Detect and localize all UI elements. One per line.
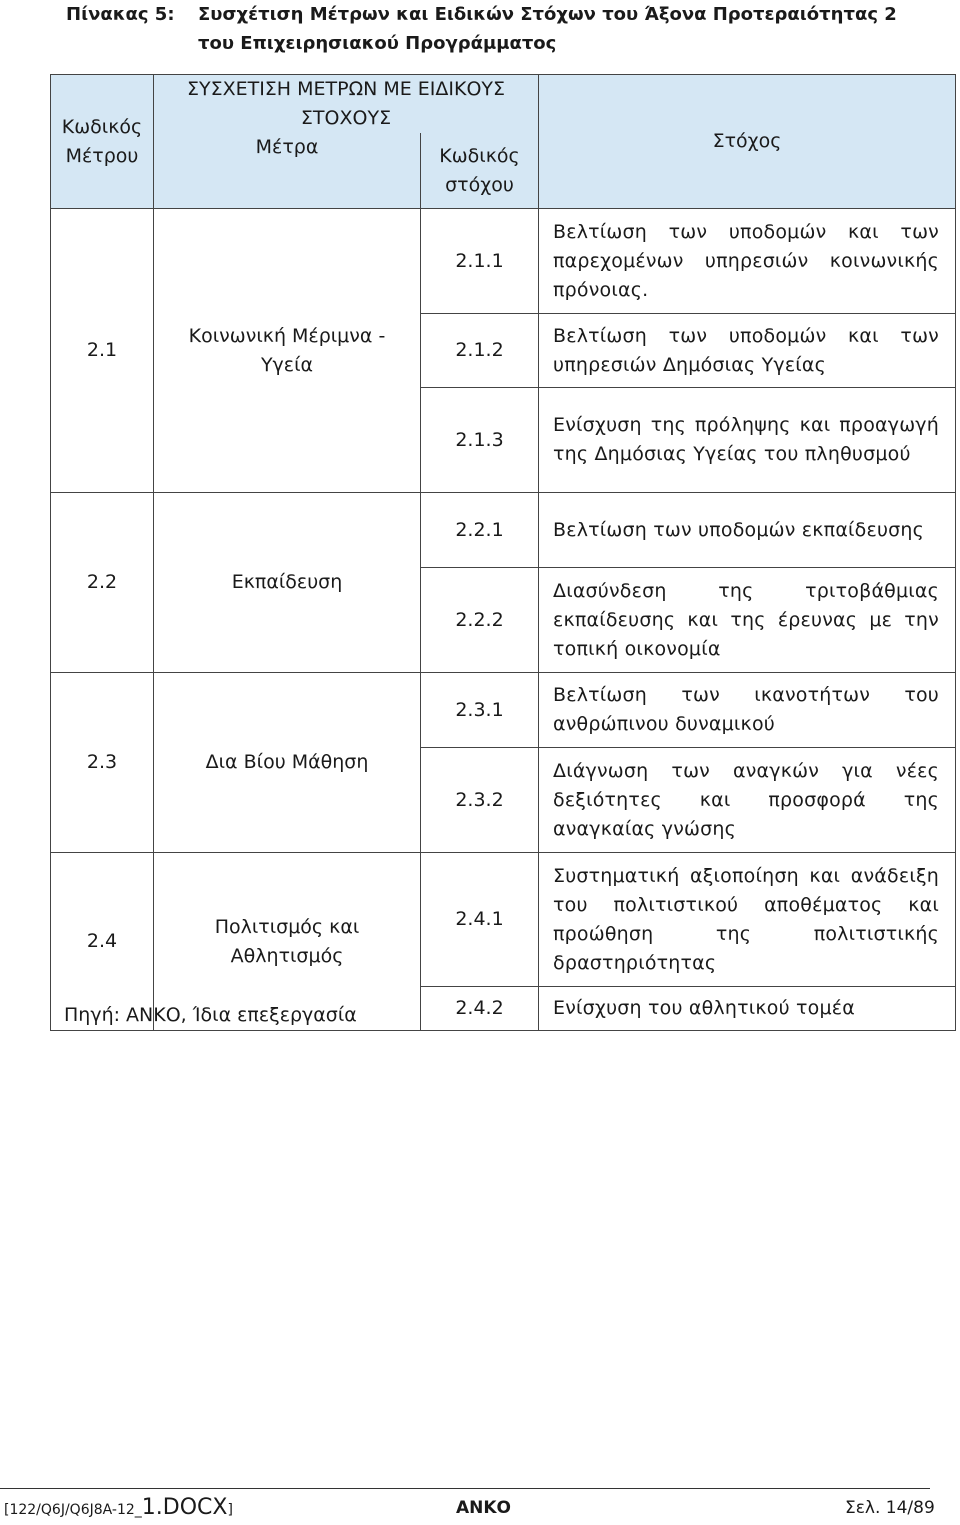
goal-code: 2.1.1: [421, 209, 539, 314]
measure-name: Κοινωνική Μέριμνα - Υγεία: [154, 209, 421, 493]
goal-code: 2.3.1: [421, 673, 539, 748]
footer-doc-id: [4, 1493, 233, 1525]
goal-text: Διασύνδεση της τριτοβάθμιας εκπαίδευσης και της έρευνας με την τοπική οικονομία: [539, 568, 956, 673]
caption-title: Συσχέτιση Μέτρων και Ειδικών Στόχων του Άξονα Προτεραιότητας 2 του Επιχειρησιακού Προγράμματος: [198, 4, 897, 54]
measures-goals-table: [50, 74, 956, 1031]
goal-text: Βελτίωση των ικανοτήτων του ανθρώπινου δυναμικού: [539, 673, 956, 748]
measure-name: Εκπαίδευση: [154, 493, 421, 673]
footer-doc-suffix: ]: [227, 1502, 233, 1518]
goal-text: Βελτίωση των υποδομών και των παρεχομένων υπηρεσιών κοινωνικής πρόνοιας.: [539, 209, 956, 314]
table-row: [51, 209, 956, 314]
measure-code: 2.1: [51, 209, 154, 493]
header-goal: Στόχος: [539, 75, 956, 209]
goal-code: 2.1.3: [421, 388, 539, 493]
footer-org: ΑΝΚΟ: [456, 1498, 512, 1518]
header-measure: Μέτρα: [154, 133, 421, 209]
table-row: [51, 493, 956, 568]
goal-text: Διάγνωση των αναγκών για νέες δεξιότητες και προσφορά της αναγκαίας γνώσης: [539, 748, 956, 853]
footer-doc-main: 1.DOCX: [141, 1495, 228, 1520]
table-row: [51, 853, 956, 987]
footer-divider: [0, 1488, 930, 1489]
measure-code: 2.3: [51, 673, 154, 853]
header-group: ΣΥΣΧΕΤΙΣΗ ΜΕΤΡΩΝ ΜΕ ΕΙΔΙΚΟΥΣ ΣΤΟΧΟΥΣ: [154, 75, 539, 134]
goal-code: 2.1.2: [421, 314, 539, 388]
goal-code: 2.2.2: [421, 568, 539, 673]
footer-page-number: Σελ. 14/89: [845, 1498, 935, 1518]
goal-text: Βελτίωση των υποδομών και των υπηρεσιών Δημόσιας Υγείας: [539, 314, 956, 388]
caption-label: Πίνακας 5:: [66, 4, 175, 25]
measure-code: 2.2: [51, 493, 154, 673]
goal-text: Ενίσχυση της πρόληψης και προαγωγή της Δημόσιας Υγείας του πληθυσμού: [539, 388, 956, 493]
goal-code: 2.2.1: [421, 493, 539, 568]
goal-text: Βελτίωση των υποδομών εκπαίδευσης: [539, 493, 956, 568]
goal-text: Συστηματική αξιοποίηση και ανάδειξη του πολιτιστικού αποθέματος και προώθηση της πολιτιστικής δραστηριότητας: [539, 853, 956, 987]
goal-text: Ενίσχυση του αθλητικού τομέα: [539, 987, 956, 1031]
goal-code: 2.4.1: [421, 853, 539, 987]
footer-doc-prefix: [122/Q6J/Q6J8A-12_: [4, 1502, 142, 1518]
measure-name: Πολιτισμός και Αθλητισμός: [154, 853, 421, 1031]
goal-code: 2.3.2: [421, 748, 539, 853]
source-note: Πηγή: ΑΝΚΟ, Ίδια επεξεργασία: [64, 1004, 357, 1026]
goal-code: 2.4.2: [421, 987, 539, 1031]
table-row: [51, 673, 956, 748]
measure-name: Δια Βίου Μάθηση: [154, 673, 421, 853]
measure-code: 2.4: [51, 853, 154, 1031]
header-goal-code: Κωδικός στόχου: [421, 133, 539, 209]
header-measure-code: Κωδικός Μέτρου: [51, 75, 154, 209]
